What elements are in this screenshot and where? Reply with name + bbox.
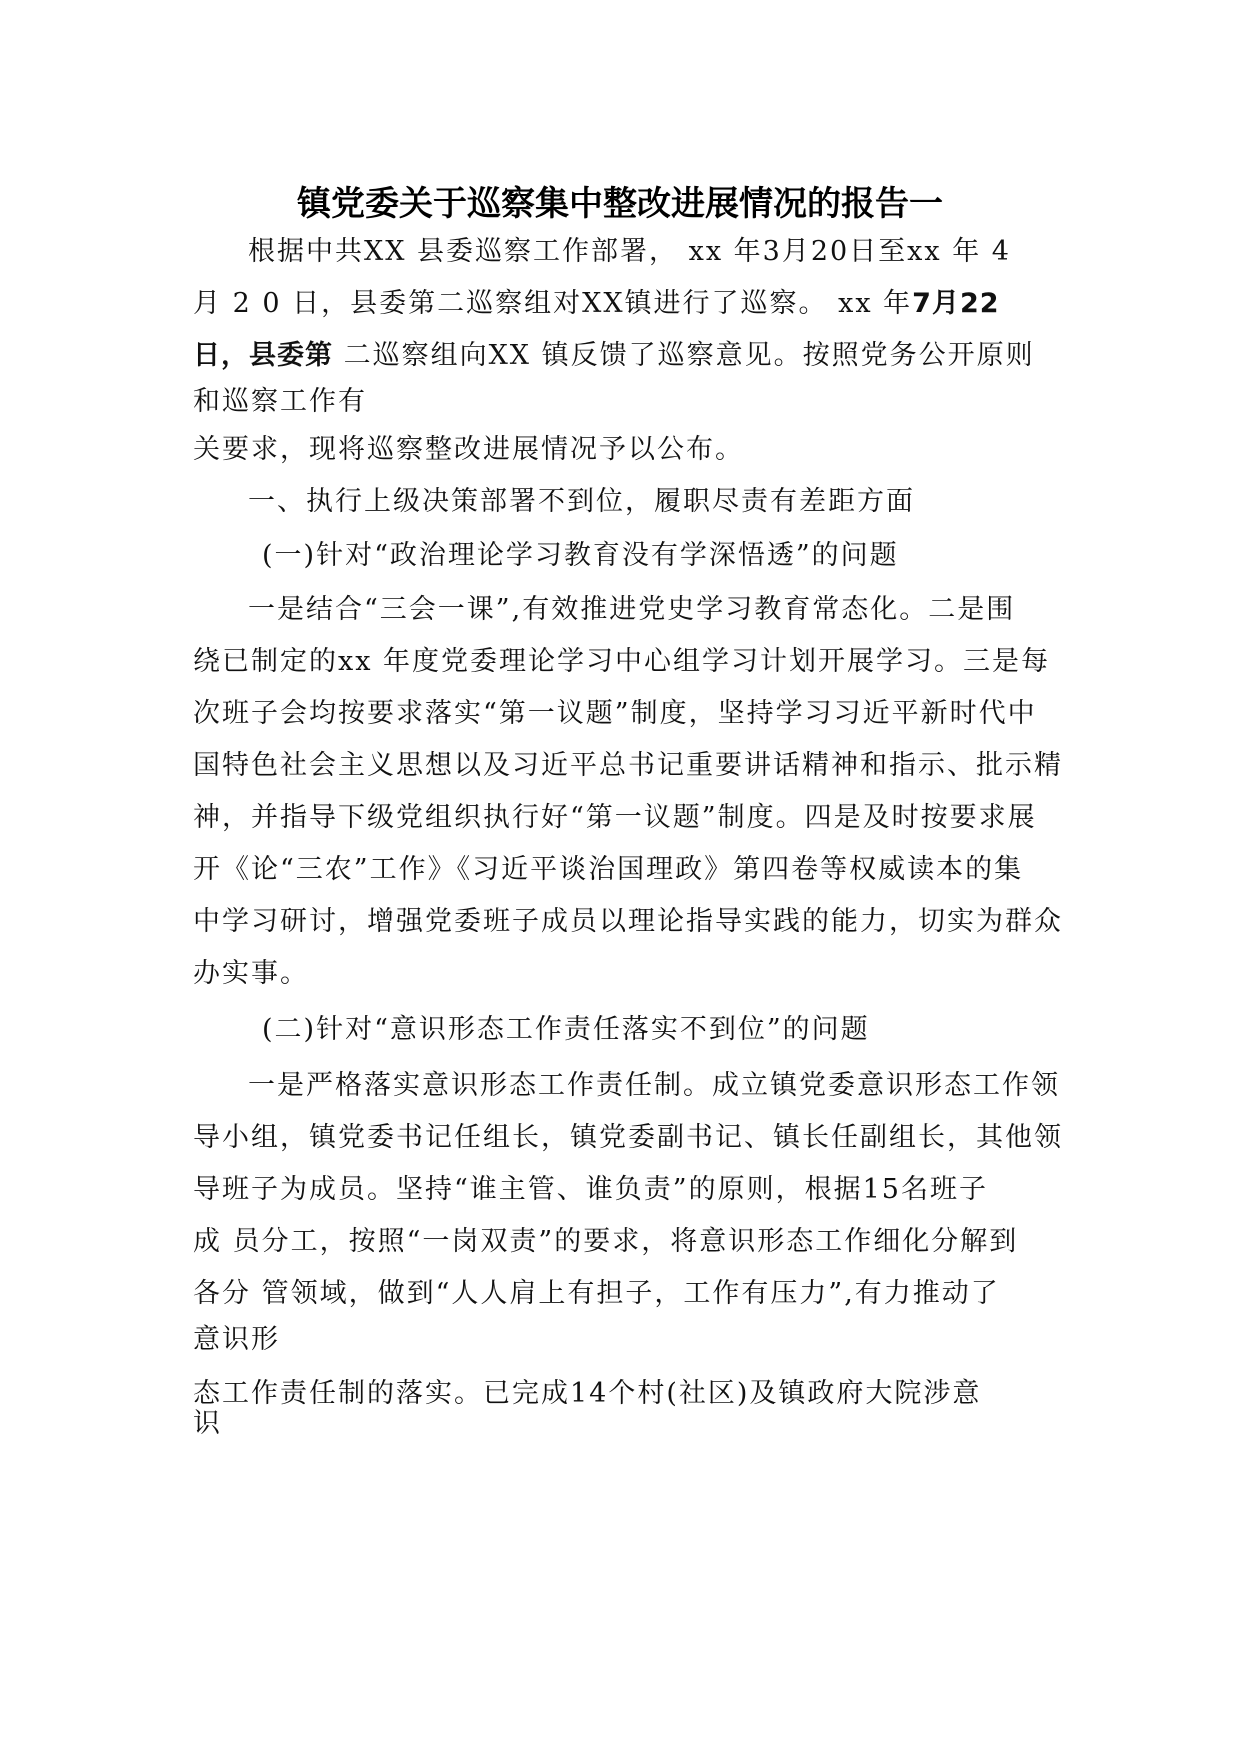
paragraph-line: 办实事。 [193,958,309,989]
paragraph-line: 识 [193,1408,222,1439]
paragraph-line: 关要求，现将巡察整改进展情况予以公布。 [193,434,744,465]
bold-date-text: 7月22 [912,288,1000,319]
paragraph-line: 意识形 [193,1324,280,1355]
paragraph-line: 导班子为成员。坚持“谁主管、谁负责”的原则，根据15名班子 [193,1174,988,1205]
bold-text: 日，县委第 [193,340,333,371]
paragraph-line: 一是结合“三会一课”,有效推进党史学习教育常态化。二是围 [248,594,1016,625]
paragraph-line [193,336,1053,376]
subsection-heading: (二)针对“意识形态工作责任落实不到位”的问题 [262,1014,870,1045]
section-heading: 一、执行上级决策部署不到位，履职尽责有差距方面 [248,486,915,517]
paragraph-line: 成 员分工，按照“一岗双责”的要求，将意识形态工作细化分解到 [193,1226,1019,1257]
paragraph-line: 神，并指导下级党组织执行好“第一议题”制度。四是及时按要求展 [193,802,1037,833]
paragraph-line: 导小组，镇党委书记任组长，镇党委副书记、镇长任副组长，其他领 [193,1122,1063,1153]
paragraph-line: 态工作责任制的落实。已完成14个村(社区)及镇政府大院涉意 [193,1378,982,1409]
document-title: 镇党委关于巡察集中整改进展情况的报告一 [297,184,943,224]
paragraph-line [193,284,1053,324]
paragraph-line: 绕已制定的xx 年度党委理论学习中心组学习计划开展学习。三是每 [193,646,1051,677]
paragraph-line: 次班子会均按要求落实“第一议题”制度，坚持学习习近平新时代中 [193,698,1037,729]
paragraph-line: 一是严格落实意识形态工作责任制。成立镇党委意识形态工作领 [248,1070,1060,1101]
paragraph-text: 二巡察组向XX 镇反馈了巡察意见。按照党务公开原则 [333,340,1035,371]
subsection-heading: (一)针对“政治理论学习教育没有学深悟透”的问题 [262,540,899,571]
paragraph-text: 月 2 0 日，县委第二巡察组对XX镇进行了巡察。 xx 年 [193,288,913,319]
paragraph-line: 根据中共XX 县委巡察工作部署， xx 年3月20日至xx 年 4 [248,236,1011,267]
paragraph-line: 开《论“三农”工作》《习近平谈治国理政》第四卷等权威读本的集 [193,854,1024,885]
paragraph-line: 国特色社会主义思想以及习近平总书记重要讲话精神和指示、批示精 [193,750,1063,781]
paragraph-line: 各分 管领域，做到“人人肩上有担子，工作有压力”,有力推动了 [193,1278,1000,1309]
paragraph-line: 和巡察工作有 [193,386,367,417]
paragraph-line: 中学习研讨，增强党委班子成员以理论指导实践的能力，切实为群众 [193,906,1063,937]
